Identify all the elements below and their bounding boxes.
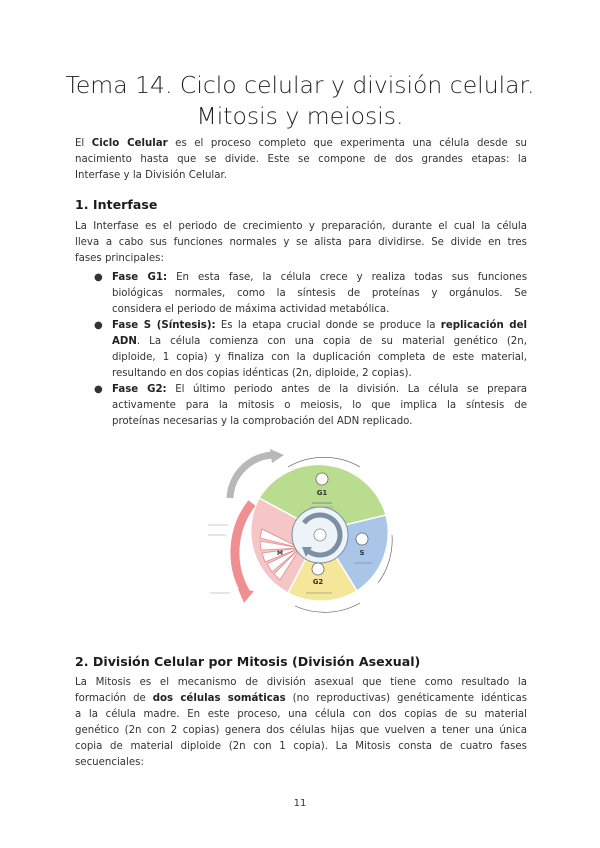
phase-text: Es la etapa crucial donde se produce la — [215, 320, 441, 331]
section-2-line: a la célula madre. En este proceso, una célula con dos copias de su material — [75, 709, 527, 720]
section-2-bold-term: dos células somáticas — [152, 693, 286, 704]
phase-text: activamente para la mitosis o meiosis, lo que implica la síntesis de — [112, 400, 527, 411]
bullet-dot: ● — [94, 272, 103, 283]
intro-line: nacimiento hasta que se divide. Este se compone de dos grandes etapas: la — [75, 154, 527, 165]
phase-text: considera el periodo de máxima actividad metabólica. — [112, 304, 390, 315]
bullet-dot: ● — [94, 320, 103, 331]
phase-label: Fase G2: — [112, 384, 167, 395]
s-label: S — [359, 549, 365, 557]
phase-bold-term: ADN — [112, 336, 137, 347]
section-1-heading: 1. Interfase — [75, 197, 158, 212]
phase-text: diploide, 1 copia) y finaliza con la duplicación completa de este material, — [112, 352, 527, 363]
section-2-line: copia de material diploide (2n con 1 copia). La Mitosis consta de cuatro fases — [75, 741, 527, 752]
intro-text: El — [75, 138, 92, 149]
section-2-line: La Mitosis es el mecanismo de división asexual que tiene como resultado la — [75, 677, 527, 688]
phase-text: proteínas necesarias y la comprobación del ADN replicado. — [112, 416, 413, 427]
arrow-head-icon — [238, 589, 254, 603]
bullet-dot: ● — [94, 384, 103, 395]
section-2-line: genético (2n con 2 copias) genera dos células hijas que vuelven a tener una única — [75, 725, 527, 736]
phase-text: En esta fase, la célula crece y realiza todas sus funciones — [167, 272, 528, 283]
title-line-1: Tema 14. Ciclo celular y división celular. — [65, 71, 535, 99]
inner-cell-icon — [314, 529, 326, 541]
list-item-g1 — [94, 270, 527, 318]
section-1-line: fases principales: — [75, 253, 164, 264]
phase-text: biológicas normales, como la síntesis de proteínas y orgánulos. Se — [112, 288, 527, 299]
cell-cycle-svg — [200, 443, 405, 626]
section-2-text: formación de — [75, 693, 153, 704]
interphase-phase-list — [94, 270, 527, 430]
arrow-head-icon — [270, 449, 284, 463]
phase-text: resultando en dos copias idénticas (2n, diploide, 2 copias). — [112, 368, 412, 379]
g1-cell-icon — [316, 473, 328, 485]
intro-text: es el proceso completo que experimenta una célula desde su — [167, 138, 527, 149]
section-1-line: La Interfase es el periodo de crecimiento y preparación, durante el cual la célula — [75, 221, 527, 232]
ribbon-bottom — [295, 603, 360, 612]
phase-text: El último periodo antes de la división. La célula se prepara — [166, 384, 527, 395]
section-2-line: secuenciales: — [75, 757, 144, 768]
section-2-text: (no reproductivas) genéticamente idénticas — [285, 693, 527, 704]
phase-text: . La célula comienza con una copia de su material genético (2n, — [136, 336, 527, 347]
intro-paragraph — [75, 136, 527, 184]
section-1-paragraph — [75, 219, 527, 267]
phase-label: Fase G1: — [112, 272, 168, 283]
section-2-heading: 2. División Celular por Mitosis (División Asexual) — [75, 654, 421, 669]
page-number: 11 — [293, 798, 307, 809]
intro-bold-term: Ciclo Celular — [91, 138, 168, 149]
phase-label: Fase S (Síntesis): — [112, 320, 216, 331]
s-cell-icon — [356, 533, 368, 545]
section-2-paragraph — [75, 675, 527, 771]
g2-cell-icon — [312, 563, 324, 575]
phase-bold-term: replicación del — [440, 320, 527, 331]
m-label: M — [277, 550, 283, 557]
intro-line: Interfase y la División Celular. — [75, 170, 227, 181]
section-1-line: lleva a cabo sus funciones normales y se alista para dividirse. Se divide en tres — [75, 237, 527, 248]
page-title — [40, 70, 560, 132]
cell-cycle-diagram — [200, 443, 405, 626]
g1-label: G1 — [316, 489, 328, 497]
list-item-s — [94, 318, 527, 382]
list-item-g2 — [94, 382, 527, 430]
g2-label: G2 — [312, 578, 324, 586]
title-line-2: Mitosis y meiosis. — [196, 102, 404, 130]
mitosis-arrow — [235, 503, 252, 593]
